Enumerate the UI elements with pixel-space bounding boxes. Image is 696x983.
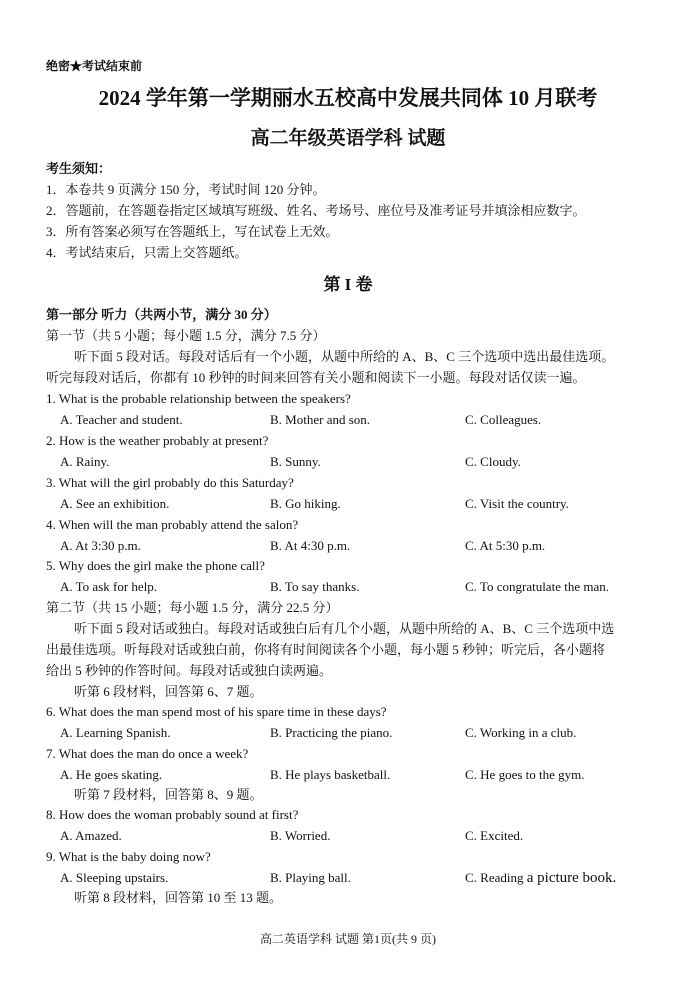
q6-option-c: C. Working in a club.	[465, 725, 577, 740]
part1-heading: 第一部分 听力（共两小节，满分 30 分）	[46, 307, 277, 322]
confidential-label: 绝密★考试结束前	[46, 59, 143, 73]
q7-option-a: A. He goes skating.	[60, 767, 163, 782]
question-4: 4. When will the man probably attend the salon?	[46, 517, 299, 532]
q6-option-b: B. Practicing the piano.	[270, 725, 393, 740]
notice-heading: 考生须知：	[46, 161, 112, 176]
q8-option-a: A. Amazed.	[60, 828, 122, 843]
q1-option-a: A. Teacher and student.	[60, 412, 183, 427]
q5-option-b: B. To say thanks.	[270, 579, 360, 594]
material-8-note: 听第 8 段材料，回答第 10 至 13 题。	[74, 890, 283, 905]
question-2: 2. How is the weather probably at present?	[46, 433, 269, 448]
volume-heading: 第 I 卷	[323, 275, 373, 294]
q4-option-b: B. At 4:30 p.m.	[270, 538, 351, 553]
q9-option-c-tail: a picture book.	[526, 870, 617, 886]
section2-instruction-2: 出最佳选项。听每段对话或独白前，你将有时间阅读各个小题，每小题 5 秒钟；听完后，各小题将	[46, 642, 606, 657]
question-7: 7. What does the man do once a week?	[46, 746, 249, 761]
section1-instruction-2: 听完每段对话后，你都有 10 秒钟的时间来回答有关小题和阅读下一小题。每段对话仅读一遍。	[46, 370, 586, 385]
notice-item-1: 1．本卷共 9 页满分 150 分，考试时间 120 分钟。	[46, 182, 326, 197]
q3-option-b: B. Go hiking.	[270, 496, 341, 511]
q4-option-c: C. At 5:30 p.m.	[465, 538, 546, 553]
q9-option-c	[465, 869, 616, 887]
section2-instruction-3: 给出 5 秒钟的作答时间。每段对话或独白读两遍。	[46, 663, 333, 678]
section2-heading: 第二节（共 15 小题；每小题 1.5 分，满分 22.5 分）	[46, 600, 339, 615]
question-1: 1. What is the probable relationship between the speakers?	[46, 391, 351, 406]
material-7-note: 听第 7 段材料，回答第 8、9 题。	[74, 787, 263, 802]
q8-option-b: B. Worried.	[270, 828, 331, 843]
question-8: 8. How does the woman probably sound at first?	[46, 807, 299, 822]
q3-option-c: C. Visit the country.	[465, 496, 569, 511]
q2-option-a: A. Rainy.	[60, 454, 110, 469]
q4-option-a: A. At 3:30 p.m.	[60, 538, 141, 553]
q7-option-b: B. He plays basketball.	[270, 767, 391, 782]
q5-option-a: A. To ask for help.	[60, 579, 158, 594]
page-footer: 高二英语学科 试题 第1页(共 9 页)	[260, 932, 436, 946]
q6-option-a: A. Learning Spanish.	[60, 725, 171, 740]
q2-option-c: C. Cloudy.	[465, 454, 521, 469]
question-6: 6. What does the man spend most of his spare time in these days?	[46, 704, 387, 719]
exam-title: 2024 学年第一学期丽水五校高中发展共同体 10 月联考	[98, 86, 598, 110]
q8-option-c: C. Excited.	[465, 828, 524, 843]
q9-option-b: B. Playing ball.	[270, 870, 351, 885]
q1-option-b: B. Mother and son.	[270, 412, 371, 427]
q9-option-c-prefix: C. Reading	[465, 870, 527, 885]
q1-option-c: C. Colleagues.	[465, 412, 542, 427]
section1-instruction-1: 听下面 5 段对话。每段对话后有一个小题，从题中所给的 A、B、C 三个选项中选出最佳选项。	[74, 349, 615, 364]
q2-option-b: B. Sunny.	[270, 454, 321, 469]
notice-item-4: 4．考试结束后，只需上交答题纸。	[46, 245, 248, 260]
q9-option-a: A. Sleeping upstairs.	[60, 870, 169, 885]
question-3: 3. What will the girl probably do this Saturday?	[46, 475, 294, 490]
q5-option-c: C. To congratulate the man.	[465, 579, 609, 594]
question-5: 5. Why does the girl make the phone call?	[46, 558, 265, 573]
notice-item-3: 3．所有答案必须写在答题纸上，写在试卷上无效。	[46, 224, 339, 239]
exam-subtitle: 高二年级英语学科 试题	[250, 128, 446, 149]
q7-option-c: C. He goes to the gym.	[465, 767, 585, 782]
question-9: 9. What is the baby doing now?	[46, 849, 211, 864]
section2-instruction-1: 听下面 5 段对话或独白。每段对话或独白后有几个小题，从题中所给的 A、B、C 三个选项中选	[74, 621, 615, 636]
section1-heading: 第一节（共 5 小题；每小题 1.5 分，满分 7.5 分）	[46, 328, 326, 343]
notice-item-2: 2．答题前，在答题卷指定区域填写班级、姓名、考场号、座位号及准考证号并填涂相应数字。	[46, 203, 586, 218]
q3-option-a: A. See an exhibition.	[60, 496, 170, 511]
material-6-note: 听第 6 段材料，回答第 6、7 题。	[74, 684, 263, 699]
